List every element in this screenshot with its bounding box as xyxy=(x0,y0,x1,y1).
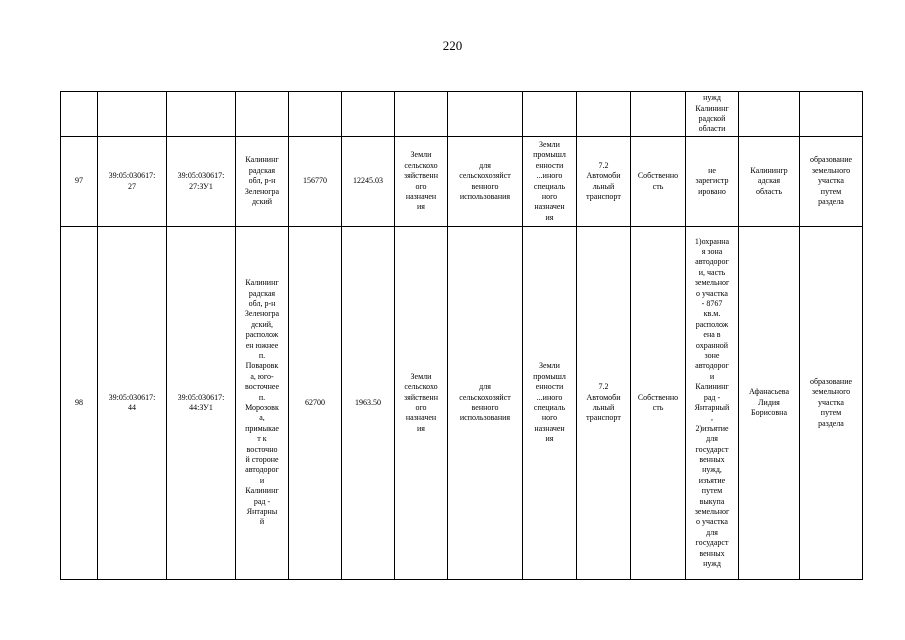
cell-permitted-use: для сельскохозяйст венного использования xyxy=(448,137,523,227)
cell-address: Калининг радская обл, р-н Зеленогра дский, располож ен южнее п. Поваровк а, юго- восточнее п. Морозовк а, примыкае т к восточно й стороне автодорог и Калининг рад - Янтарны й xyxy=(236,227,289,580)
cell-owner: Афанасьева Лидия Борисовна xyxy=(739,227,800,580)
land-plots-table xyxy=(60,91,863,580)
table-row-continuation xyxy=(61,92,863,137)
cell-area: 62700 xyxy=(289,227,342,580)
cell-row-number: 98 xyxy=(61,227,98,580)
cell-seized-area: 1963.50 xyxy=(342,227,395,580)
cell-new-permitted-use: 7.2 Автомоби льный транспорт xyxy=(577,137,631,227)
cell-address xyxy=(236,92,289,137)
cell-right-type: Собственно сть xyxy=(631,227,686,580)
cell-formation-method: образование земельного участка путем раздела xyxy=(800,137,863,227)
cell-land-category: Земли сельскохо зяйственн ого назначен ия xyxy=(395,227,448,580)
cell-encumbrance: 1)охранна я зона автодорог и, часть земельног о участка - 8767 кв.м. располож ена в охранной зоне автодорог и Калининг рад - Янтарный , 2)изъятие для государст венных нужд, изъятие путем выкупа земельног о участка для государст венных нужд xyxy=(686,227,739,580)
cell-cadastral-number: 39:05:030617: 44 xyxy=(98,227,167,580)
page-number: 220 xyxy=(442,38,463,53)
cell-cadastral-number xyxy=(98,92,167,137)
cell-area xyxy=(289,92,342,137)
cell-owner: Калинингр адская область xyxy=(739,137,800,227)
cell-right-type: Собственно сть xyxy=(631,137,686,227)
cell-new-land-category: Земли промышл енности ...иного специаль ного назначен ия xyxy=(523,227,577,580)
cell-row-number xyxy=(61,92,98,137)
cell-encumbrance: не зарегистр ировано xyxy=(686,137,739,227)
cell-new-plot-number: 39:05:030617: 27:ЗУ1 xyxy=(167,137,236,227)
cell-new-land-category: Земли промышл енности ...иного специаль ного назначен ия xyxy=(523,137,577,227)
cell-permitted-use: для сельскохозяйст венного использования xyxy=(448,227,523,580)
cell-cadastral-number: 39:05:030617: 27 xyxy=(98,137,167,227)
cell-new-plot-number: 39:05:030617: 44:ЗУ1 xyxy=(167,227,236,580)
cell-encumbrance: нужд Калининг радской области xyxy=(686,92,739,137)
cell-new-land-category xyxy=(523,92,577,137)
cell-new-plot-number xyxy=(167,92,236,137)
cell-new-permitted-use: 7.2 Автомоби льный транспорт xyxy=(577,227,631,580)
cell-land-category xyxy=(395,92,448,137)
cell-seized-area xyxy=(342,92,395,137)
table-row xyxy=(61,137,863,227)
cell-formation-method: образование земельного участка путем раздела xyxy=(800,227,863,580)
cell-address: Калининг радская обл, р-н Зеленогра дский xyxy=(236,137,289,227)
cell-seized-area: 12245.03 xyxy=(342,137,395,227)
cell-row-number: 97 xyxy=(61,137,98,227)
cell-owner xyxy=(739,92,800,137)
cell-land-category: Земли сельскохо зяйственн ого назначен ия xyxy=(395,137,448,227)
cell-permitted-use xyxy=(448,92,523,137)
cell-formation-method xyxy=(800,92,863,137)
cell-new-permitted-use xyxy=(577,92,631,137)
cell-area: 156770 xyxy=(289,137,342,227)
table-row xyxy=(61,227,863,580)
cell-right-type xyxy=(631,92,686,137)
